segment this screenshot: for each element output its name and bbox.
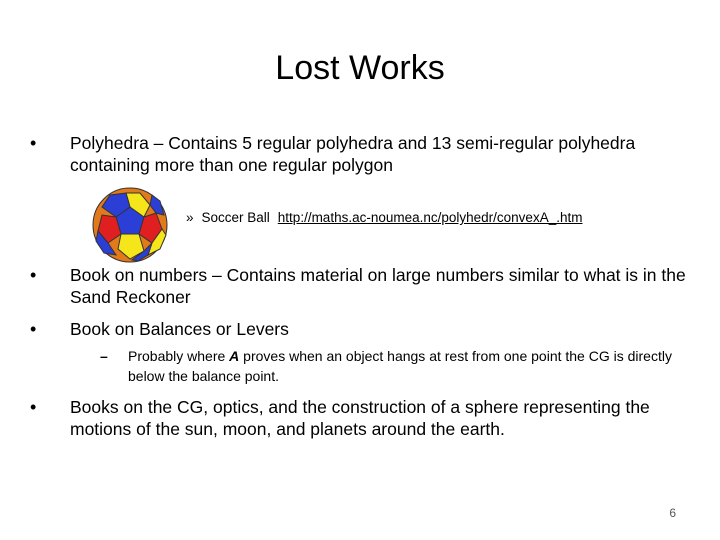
sub-bullet-marker: – <box>100 348 108 364</box>
bullet-text: Book on Balances or Levers <box>70 319 289 339</box>
bullet-text: Polyhedra – Contains 5 regular polyhedra and 13 semi-regular polyhedra containing more than one regular polygon <box>70 133 636 175</box>
page-number: 6 <box>669 506 676 520</box>
bullet-marker: • <box>30 265 37 285</box>
soccer-ball-link[interactable]: http://maths.ac-noumea.nc/polyhedr/convexA_.htm <box>277 210 583 225</box>
soccer-ball-row <box>90 185 690 265</box>
sub-bullet-emphasis: A <box>229 348 240 364</box>
soccer-label: Soccer Ball <box>201 210 270 225</box>
bullet-marker: • <box>30 133 37 153</box>
slide-title: Lost Works <box>275 49 445 87</box>
bullet-text: Book on numbers – Contains material on large numbers similar to what is in the Sand Reckoner <box>70 265 686 307</box>
sub-bullet-text-after: proves when an object hangs at rest from one point the CG is directly below the balance point. <box>128 348 672 384</box>
soccer-ball-icon <box>90 185 170 265</box>
sub-bullet-text-before: Probably where <box>128 348 230 364</box>
soccer-marker: » <box>186 210 194 225</box>
bullet-text: Books on the CG, optics, and the construction of a sphere representing the motions of the sun, moon, and planets around the earth. <box>70 397 650 439</box>
bullet-marker: • <box>30 397 37 417</box>
sub-bullet-text <box>128 346 688 386</box>
soccer-ball-line <box>186 209 608 227</box>
bullet-marker: • <box>30 319 37 339</box>
